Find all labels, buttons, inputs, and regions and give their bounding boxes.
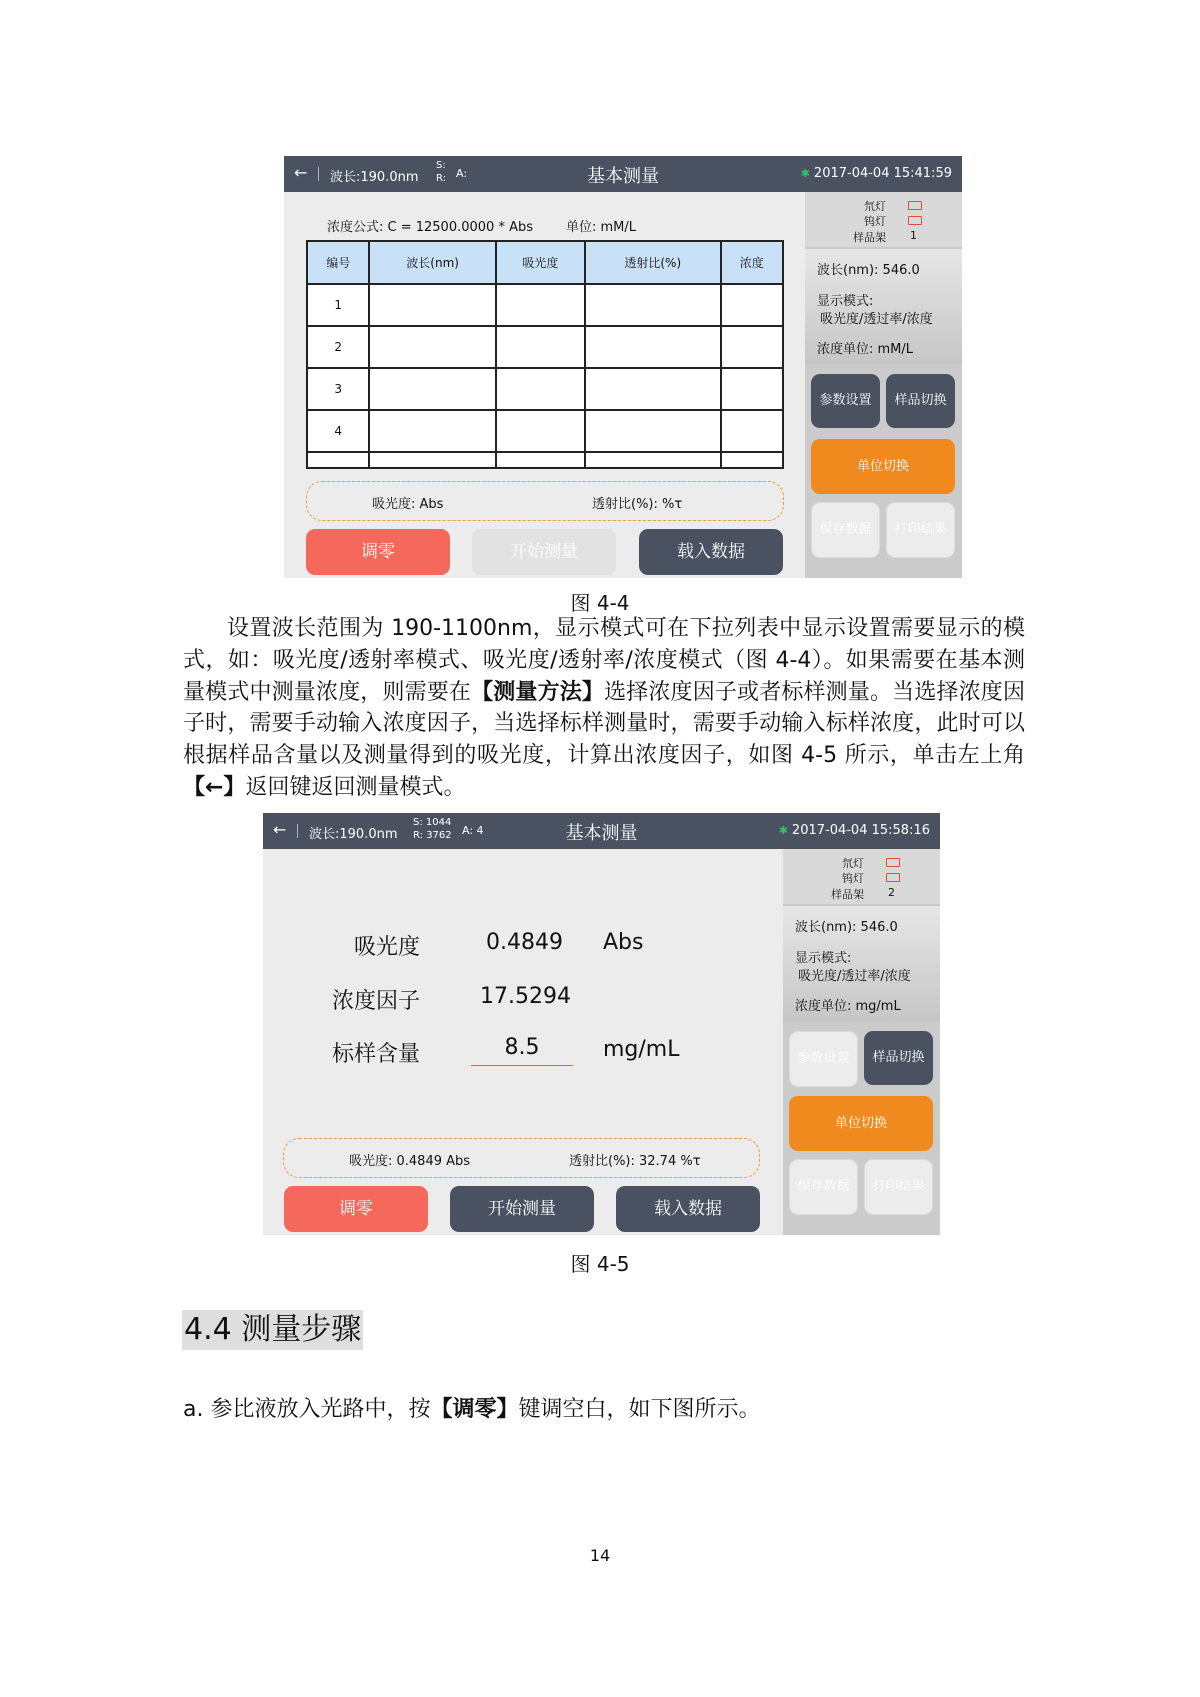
deuterium-lamp-label: 氘灯 (842, 857, 864, 870)
col-transmittance: 透射比(%) (585, 241, 721, 284)
unit-switch-button[interactable]: 单位切换 (789, 1096, 933, 1151)
print-result-button[interactable]: 打印结果 (864, 1159, 933, 1215)
side-panel (805, 192, 962, 578)
deuterium-lamp-label: 氘灯 (864, 200, 886, 213)
screen-title: 基本测量 (587, 166, 659, 187)
row-id: 2 (307, 326, 369, 368)
paragraph-text-1: 设置波长范围为 190-1100nm，显示模式可在下拉列表中显示设置需要显示的模式，如：吸光度/透射率模式、吸光度/透射率/浓度模式（图 4-4）。如果需要在基本测量模式中测量浓度，则需要在 (183, 616, 1025, 705)
step-a-bold: 【调零】 (430, 1397, 519, 1422)
start-measure-button[interactable]: 开始测量 (450, 1186, 594, 1232)
back-arrow-icon[interactable]: ← (294, 163, 308, 182)
start-measure-button[interactable]: 开始测量 (472, 529, 616, 575)
info-wavelength: 波长(nm): 546.0 (817, 263, 920, 278)
sample-holder-label: 样品架 (831, 888, 864, 901)
absorbance-unit: Abs (603, 930, 644, 955)
info-mode-value: 吸光度/透过率/浓度 (798, 969, 911, 984)
zero-button[interactable]: 调零 (284, 1186, 428, 1232)
a-value: A: 4 (462, 824, 484, 837)
settings-info (783, 906, 940, 1022)
paragraph-bold-2: 【←】 (183, 774, 246, 800)
r-value: R: (436, 173, 447, 184)
s-value: S: 1044 (413, 817, 452, 828)
datetime-text: 2017-04-04 15:41:59 (813, 166, 952, 181)
col-absorbance: 吸光度 (496, 241, 585, 284)
standard-content-unit: mg/mL (603, 1037, 680, 1062)
step-a-text (183, 1392, 761, 1423)
lamp-indicator-icon (886, 858, 900, 867)
readout-box (306, 481, 784, 521)
concentration-factor-value: 17.5294 (480, 984, 571, 1009)
paragraph-text-2: 选择浓度因子或者标样测量。当选择浓度因子时，需要手动输入浓度因子，当选择标样测量时，需要手动输入标样浓度，此时可以根据样品含量以及测量得到的吸光度，计算出浓度因子，如图 4-5 所示，单击左上角 (183, 679, 1025, 769)
back-arrow-icon[interactable]: ← (273, 820, 287, 839)
wavelength-readout: 波长:190.0nm (309, 827, 398, 842)
lamp-indicator-icon (908, 201, 922, 210)
readout-box (283, 1138, 760, 1178)
figure-caption: 图 4-4 (570, 591, 630, 615)
unit-switch-button[interactable]: 单位切换 (811, 439, 955, 494)
table-row[interactable] (307, 284, 783, 326)
sample-switch-button[interactable]: 样品切换 (864, 1031, 933, 1085)
bluetooth-icon: ✱ (778, 824, 788, 837)
zero-button[interactable]: 调零 (306, 529, 450, 575)
print-result-button[interactable]: 打印结果 (886, 502, 955, 558)
info-mode-label: 显示模式: (817, 294, 874, 309)
sample-holder-label: 样品架 (853, 231, 886, 244)
figure-4-4-screenshot (284, 156, 962, 578)
table-row[interactable] (307, 410, 783, 452)
sample-holder-value: 2 (888, 886, 895, 899)
sample-holder-value: 1 (910, 229, 917, 242)
settings-info (805, 249, 962, 365)
save-data-button[interactable]: 保存数据 (811, 502, 880, 558)
info-mode-label: 显示模式: (795, 951, 852, 966)
section-heading: 4.4 测量步骤 (182, 1310, 363, 1350)
standard-content-label: 标样含量 (331, 1042, 420, 1067)
measurement-table (306, 240, 784, 469)
lamp-status (783, 849, 940, 904)
sample-switch-button[interactable]: 样品切换 (886, 374, 955, 428)
tungsten-lamp-label: 钨灯 (864, 215, 886, 228)
transmittance-readout: 透射比(%): 32.74 %τ (569, 1154, 701, 1169)
params-button[interactable]: 参数设置 (789, 1031, 858, 1087)
lamp-status (805, 192, 962, 247)
col-wavelength: 波长(nm) (369, 241, 495, 284)
save-data-button[interactable]: 保存数据 (789, 1159, 858, 1215)
table-header (307, 241, 783, 284)
load-data-button[interactable]: 载入数据 (639, 529, 783, 575)
step-a-part-1: a. 参比液放入光路中，按 (183, 1397, 431, 1422)
transmittance-readout: 透射比(%): %τ (592, 497, 683, 512)
standard-content-input[interactable]: 8.5 (471, 1035, 573, 1066)
info-wavelength: 波长(nm): 546.0 (795, 920, 898, 935)
s-value: S: (436, 160, 446, 171)
side-panel (783, 849, 940, 1235)
bluetooth-icon: ✱ (800, 167, 810, 180)
col-concentration: 浓度 (721, 241, 784, 284)
absorbance-label: 吸光度 (353, 935, 420, 960)
absorbance-readout: 吸光度: Abs (372, 497, 444, 512)
table-row[interactable] (307, 326, 783, 368)
params-button[interactable]: 参数设置 (811, 374, 880, 428)
datetime-text: 2017-04-04 15:58:16 (791, 823, 930, 838)
lamp-indicator-icon (908, 216, 922, 225)
figure-caption: 图 4-5 (570, 1252, 630, 1276)
r-value: R: 3762 (413, 830, 452, 841)
top-bar (284, 156, 962, 192)
table-row[interactable] (307, 368, 783, 410)
screen-title: 基本测量 (565, 823, 638, 844)
paragraph-text-3: 返回键返回测量模式。 (245, 774, 466, 800)
absorbance-value: 0.4849 (486, 930, 563, 955)
a-value: A: (456, 167, 468, 180)
info-unit: 浓度单位: mM/L (817, 342, 914, 357)
table-row-partial (307, 452, 783, 468)
row-id: 4 (307, 410, 369, 452)
step-a-part-2: 键调空白，如下图所示。 (518, 1397, 761, 1422)
row-id: 3 (307, 368, 369, 410)
datetime (801, 166, 952, 181)
lamp-indicator-icon (886, 873, 900, 882)
wavelength-readout: 波长:190.0nm (330, 170, 419, 185)
page-number: 14 (589, 1546, 611, 1565)
formula-text: 浓度公式: C = 12500.0000 * Abs (327, 220, 534, 235)
info-mode-value: 吸光度/透过率/浓度 (820, 312, 933, 327)
col-id: 编号 (307, 241, 369, 284)
unit-text: 单位: mM/L (566, 220, 637, 235)
absorbance-readout: 吸光度: 0.4849 Abs (349, 1154, 471, 1169)
datetime (779, 823, 930, 838)
body-paragraph (183, 613, 1025, 804)
info-unit: 浓度单位: mg/mL (795, 999, 901, 1014)
figure-4-5-screenshot (263, 813, 940, 1235)
tungsten-lamp-label: 钨灯 (842, 872, 864, 885)
load-data-button[interactable]: 载入数据 (616, 1186, 760, 1232)
paragraph-bold-1: 【测量方法】 (471, 679, 605, 705)
concentration-factor-label: 浓度因子 (331, 989, 420, 1014)
top-bar (263, 813, 940, 849)
row-id: 1 (307, 284, 369, 326)
